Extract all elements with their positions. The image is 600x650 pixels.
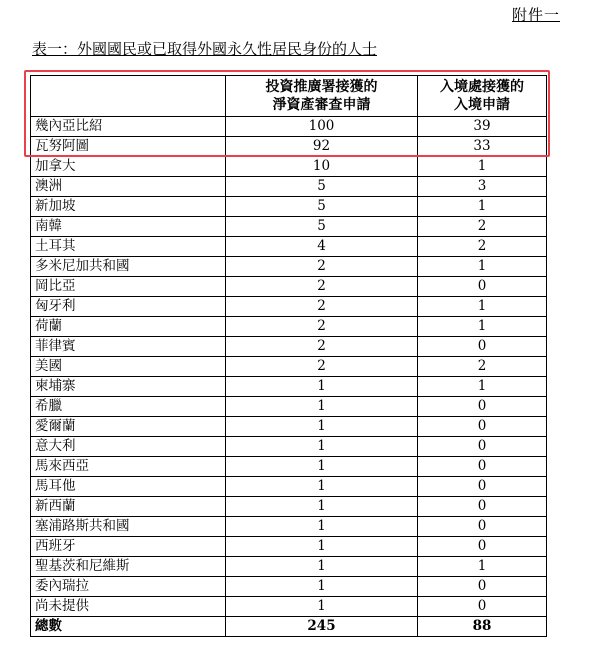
investhk-count: 1: [226, 577, 418, 597]
investhk-count: 5: [226, 197, 418, 217]
investhk-count: 2: [226, 337, 418, 357]
table-row: [31, 217, 547, 237]
country-name: 菲律賓: [31, 337, 226, 357]
country-name: 土耳其: [31, 237, 226, 257]
table-row: [31, 597, 547, 617]
investhk-count: 92: [226, 137, 418, 157]
country-name: 幾內亞比紹: [31, 117, 226, 137]
immd-count: 1: [418, 377, 547, 397]
country-name: 尚未提供: [31, 597, 226, 617]
country-name: 加拿大: [31, 157, 226, 177]
total-label: 總數: [31, 617, 226, 637]
investhk-count: 1: [226, 397, 418, 417]
investhk-count: 1: [226, 457, 418, 477]
immd-count: 0: [418, 537, 547, 557]
investhk-count: 1: [226, 497, 418, 517]
investhk-count: 2: [226, 277, 418, 297]
table-title: 表一：外國國民或已取得外國永久性居民身份的人士: [32, 40, 378, 58]
immd-count: 0: [418, 497, 547, 517]
country-name: 岡比亞: [31, 277, 226, 297]
table-row: [31, 297, 547, 317]
table-row: [31, 177, 547, 197]
header-investhk-line1: 投資推廣署接獲的: [265, 79, 378, 95]
country-name: 多米尼加共和國: [31, 257, 226, 277]
total-investhk-count: 245: [226, 617, 418, 637]
investhk-count: 2: [226, 317, 418, 337]
immd-count: 0: [418, 337, 547, 357]
investhk-count: 4: [226, 237, 418, 257]
investhk-count: 100: [226, 117, 418, 137]
investhk-count: 2: [226, 257, 418, 277]
header-investhk-applications: [226, 76, 418, 117]
header-investhk-line2: 淨資產審查申請: [272, 97, 371, 113]
immd-count: 0: [418, 517, 547, 537]
table-header-row: [31, 76, 547, 117]
annex-label: 附件一: [511, 6, 560, 24]
header-immd-line1: 入境處接獲的: [440, 79, 524, 95]
investhk-count: 1: [226, 477, 418, 497]
immd-count: 0: [418, 597, 547, 617]
immd-count: 39: [418, 117, 547, 137]
immd-count: 33: [418, 137, 547, 157]
immd-count: 1: [418, 197, 547, 217]
investhk-count: 1: [226, 417, 418, 437]
total-immd-count: 88: [418, 617, 547, 637]
investhk-count: 1: [226, 557, 418, 577]
immd-count: 1: [418, 297, 547, 317]
table-row: [31, 437, 547, 457]
immd-count: 0: [418, 417, 547, 437]
country-name: 澳洲: [31, 177, 226, 197]
immd-count: 0: [418, 577, 547, 597]
country-name: 荷蘭: [31, 317, 226, 337]
table-row: [31, 357, 547, 377]
investhk-count: 5: [226, 217, 418, 237]
country-name: 匈牙利: [31, 297, 226, 317]
table-row: [31, 537, 547, 557]
table-row: [31, 417, 547, 437]
table-body: [31, 117, 547, 637]
immd-count: 1: [418, 557, 547, 577]
immd-count: 0: [418, 457, 547, 477]
investhk-count: 1: [226, 537, 418, 557]
table-row: [31, 157, 547, 177]
table-row: [31, 257, 547, 277]
country-name: 意大利: [31, 437, 226, 457]
table-row: [31, 377, 547, 397]
table-row: [31, 137, 547, 157]
country-name: 委內瑞拉: [31, 577, 226, 597]
immd-count: 3: [418, 177, 547, 197]
investhk-count: 1: [226, 377, 418, 397]
table-row: [31, 117, 547, 137]
country-name: 新加坡: [31, 197, 226, 217]
country-name: 愛爾蘭: [31, 417, 226, 437]
header-country: [31, 76, 226, 117]
investhk-count: 1: [226, 597, 418, 617]
country-name: 希臘: [31, 397, 226, 417]
country-name: 馬耳他: [31, 477, 226, 497]
country-name: 新西蘭: [31, 497, 226, 517]
immd-count: 0: [418, 477, 547, 497]
table-row: [31, 497, 547, 517]
table-row: [31, 517, 547, 537]
immd-count: 0: [418, 397, 547, 417]
immd-count: 1: [418, 157, 547, 177]
investhk-count: 1: [226, 437, 418, 457]
table-row: [31, 557, 547, 577]
investhk-count: 5: [226, 177, 418, 197]
table-row: [31, 277, 547, 297]
table-row: [31, 477, 547, 497]
header-immd-line2: 入境申請: [454, 97, 510, 113]
immd-count: 0: [418, 437, 547, 457]
table-row: [31, 397, 547, 417]
country-name: 聖基茨和尼維斯: [31, 557, 226, 577]
immd-count: 2: [418, 237, 547, 257]
table-row: [31, 457, 547, 477]
table-row: [31, 197, 547, 217]
immd-count: 1: [418, 257, 547, 277]
table-row: [31, 317, 547, 337]
country-name: 柬埔寨: [31, 377, 226, 397]
country-name: 瓦努阿圖: [31, 137, 226, 157]
investhk-count: 2: [226, 297, 418, 317]
investhk-count: 1: [226, 517, 418, 537]
immd-count: 0: [418, 277, 547, 297]
table-row: [31, 337, 547, 357]
immd-count: 2: [418, 357, 547, 377]
total-row: [31, 617, 547, 637]
country-name: 西班牙: [31, 537, 226, 557]
table-row: [31, 577, 547, 597]
header-immd-applications: [418, 76, 547, 117]
table-row: [31, 237, 547, 257]
immd-count: 2: [418, 217, 547, 237]
immd-count: 1: [418, 317, 547, 337]
applications-table: [30, 75, 547, 637]
country-name: 塞浦路斯共和國: [31, 517, 226, 537]
investhk-count: 2: [226, 357, 418, 377]
country-name: 南韓: [31, 217, 226, 237]
country-name: 馬來西亞: [31, 457, 226, 477]
country-name: 美國: [31, 357, 226, 377]
investhk-count: 10: [226, 157, 418, 177]
